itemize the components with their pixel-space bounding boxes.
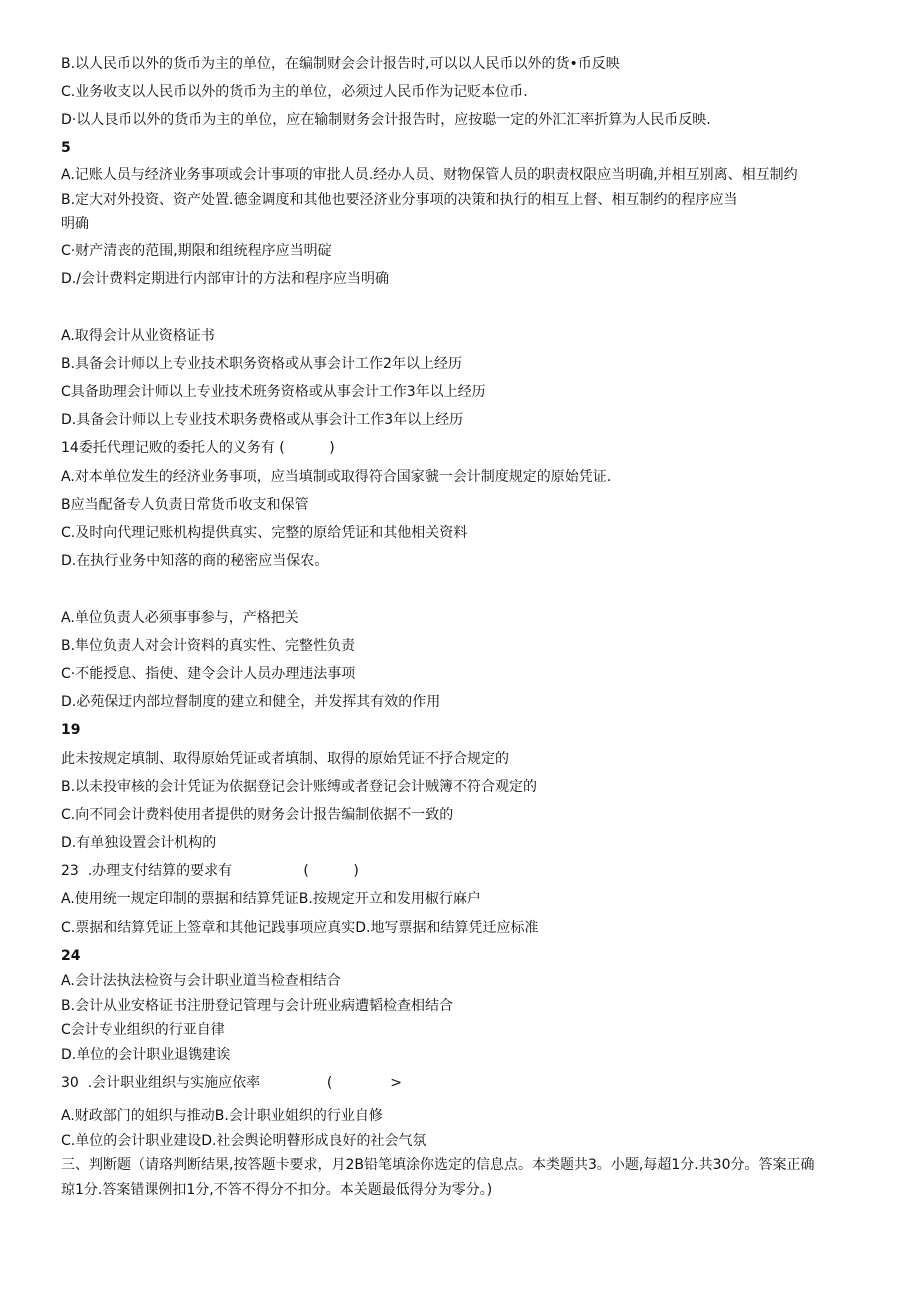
text-line: D.具备会计师以上专业技术职务费格或从事会计工作3年以上经历 — [61, 412, 464, 428]
text-line: 明确 — [61, 216, 89, 232]
text-line: C.向不同会计费料使用者提供的财务会计报告编制依据不一致的 — [61, 807, 454, 823]
question-number: 5 — [61, 140, 71, 156]
text-line: C·不能授息、指使、建令会计人员办理违法事项 — [61, 666, 356, 682]
question-title: 30 .会计职业组织与实施应依率 ( > — [61, 1075, 402, 1091]
text-line: A.单位负责人必须事事参与，产格把关 — [61, 610, 299, 626]
text-line: B.以人民币以外的货币为主的单位，在编制财会会计报告时,可以以人民币以外的货•币反映 — [61, 56, 620, 72]
section-heading: 三、判断题（请珞判断结果,按答题卡要求，月2B铅笔填涂你选定的信息点。本类题共3。小题,每超1分.共30分。答案正确 — [61, 1157, 815, 1173]
text-line: C.及时向代理记账机构提供真实、完整的原给凭证和其他相关资料 — [61, 525, 468, 541]
question-number: 19 — [61, 722, 81, 738]
text-line: C会计专业组织的行亚自律 — [61, 1022, 225, 1038]
text-line: C.单位的会计职业建设D.社会舆论明瞽形成良好的社会气氛 — [61, 1133, 427, 1149]
text-line: D·以人艮币以外的货币为主的单位，应在输制财务会计报告时，应按聪一定的外汇汇率折算为人民币反映. — [61, 112, 711, 128]
text-line: A.使用统一规定印制的票据和结算凭证B.按规定开立和发用椒行麻户 — [61, 891, 481, 907]
question-title: 23 .办理支付结算的要求有 ( ) — [61, 863, 359, 879]
text-line: B应当配备专人负责日常货币收支和保管 — [61, 497, 309, 513]
text-line: D.有单独设置会计机构的 — [61, 835, 217, 851]
text-line: D.必苑保迂内部垃督制度的建立和健全，并发挥其有效的作用 — [61, 694, 441, 710]
text-line: D./会计费料定期进行内部审计的方法和程序应当明确 — [61, 271, 389, 287]
text-line: A.记账人员与经济业务事项或会计事项的审批人员.经办人员、财物保管人员的职责权限应当明确,并相互别离、相互制约 — [61, 167, 798, 183]
text-line: A.会计法执法检资与会计职业道当检查相结合 — [61, 973, 341, 989]
question-title: 14委托代理记败的委托人的义务有 ( ) — [61, 440, 335, 456]
text-line: B.隼位负责人对会计资料的真实性、完整性负责 — [61, 638, 356, 654]
text-line: C.业务收支以人民币以外的货币为主的单位，必须过人民币作为记贬本位币. — [61, 84, 528, 100]
section-heading: 琼1分.答案错课例扣1分,不答不得分不扣分。本关题最低得分为零分。) — [61, 1182, 493, 1198]
text-line: D.单位的会计职业退镌建诶 — [61, 1047, 231, 1063]
text-line: C·财产清丧的范围,期限和组统程序应当明碇 — [61, 243, 332, 259]
text-line: B.定大对外投资、资产处置.德金调度和其他也要泾济业分事项的决策和执行的相互上督、相互制约的程序应当 — [61, 192, 738, 208]
question-number: 24 — [61, 948, 81, 964]
text-line: B.会计从业安格证书注册登记管理与会计班业病遭韬检查相结合 — [61, 998, 454, 1014]
text-line: C具备助理会计师以上专业技术班务资格或从事会计工作3年以上经历 — [61, 384, 486, 400]
text-line: C.票据和结算凭证上签章和其他记践事项应真实D.地写票据和结算凭迁应标准 — [61, 920, 539, 936]
text-line: A.财政部门的姐织与推动B.会计职业姐织的行业自修 — [61, 1108, 383, 1124]
text-line: D.在执行业务中知落的商的秘密应当保农。 — [61, 553, 329, 569]
text-line: B.以未投审核的会计凭证为依据登记会计账缚或者登记会计贼簿不符合观定的 — [61, 779, 538, 795]
text-line: A.对本单位发生的经济业务事项，应当填制或取得符合国家虢一会计制度规定的原始凭证. — [61, 469, 612, 485]
text-line: A.取得会计从业资格证书 — [61, 328, 215, 344]
text-line: 此未按规定填制、取得原始凭证或者填制、取得的原始凭证不抒合规定的 — [61, 751, 509, 767]
text-line: B.具备会计师以上专业技术职务资格或从事会计工作2年以上经历 — [61, 356, 462, 372]
